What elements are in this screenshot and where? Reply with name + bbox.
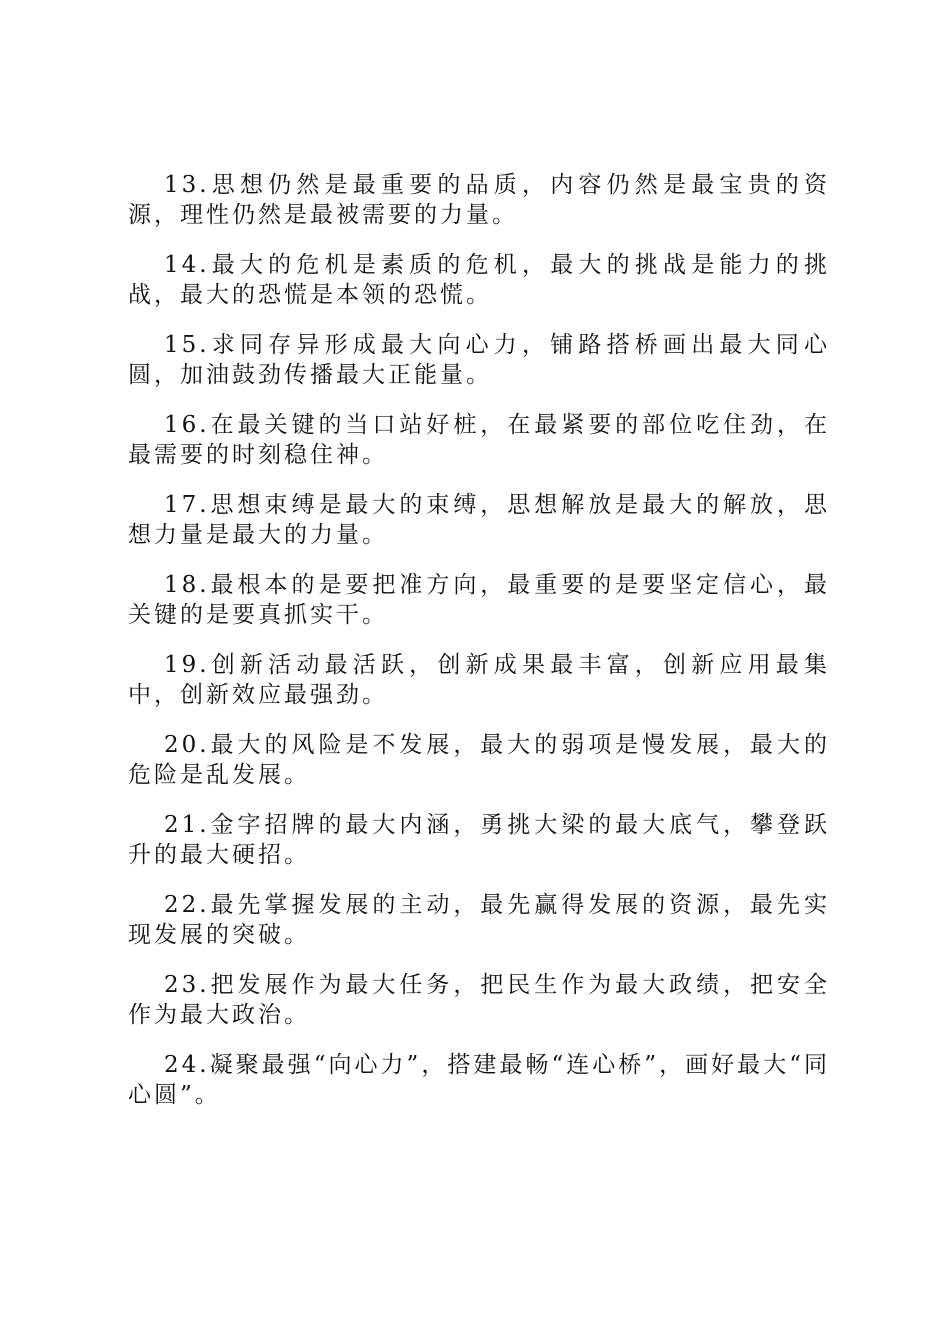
paragraph-23: 23.把发展作为最大任务，把民生作为最大政绩，把安全作为最大政治。 xyxy=(128,972,830,1028)
paragraph-13: 13.思想仍然是最重要的品质，内容仍然是最宝贵的资源，理性仍然是最被需要的力量。 xyxy=(128,172,830,228)
paragraph-18: 18.最根本的是要把准方向，最重要的是要坚定信心，最关键的是要真抓实干。 xyxy=(128,572,830,628)
document-body xyxy=(128,170,830,1130)
paragraph-22: 22.最先掌握发展的主动，最先赢得发展的资源，最先实现发展的突破。 xyxy=(128,892,830,948)
paragraph-24: 24.凝聚最强“向心力”，搭建最畅“连心桥”，画好最大“同心圆”。 xyxy=(128,1052,830,1108)
paragraph-20: 20.最大的风险是不发展，最大的弱项是慢发展，最大的危险是乱发展。 xyxy=(128,732,830,788)
paragraph-14: 14.最大的危机是素质的危机，最大的挑战是能力的挑战，最大的恐慌是本领的恐慌。 xyxy=(128,252,830,308)
paragraph-15: 15.求同存异形成最大向心力，铺路搭桥画出最大同心圆，加油鼓劲传播最大正能量。 xyxy=(128,332,830,388)
paragraph-19: 19.创新活动最活跃，创新成果最丰富，创新应用最集中，创新效应最强劲。 xyxy=(128,652,830,708)
paragraph-21: 21.金字招牌的最大内涵，勇挑大梁的最大底气，攀登跃升的最大硬招。 xyxy=(128,812,830,868)
paragraph-17: 17.思想束缚是最大的束缚，思想解放是最大的解放，思想力量是最大的力量。 xyxy=(128,492,830,548)
paragraph-16: 16.在最关键的当口站好桩，在最紧要的部位吃住劲，在最需要的时刻稳住神。 xyxy=(128,412,830,468)
